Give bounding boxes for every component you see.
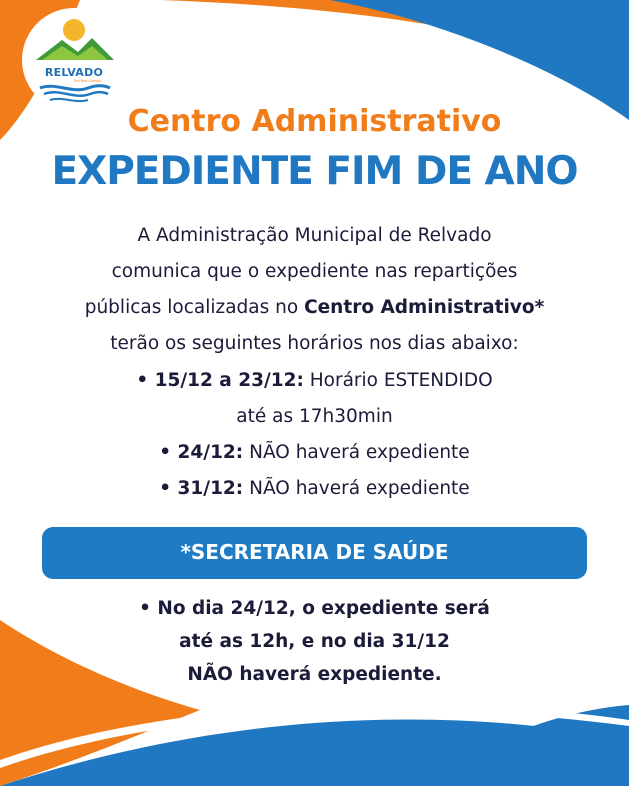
saude-note	[20, 592, 609, 691]
schedule-item	[20, 471, 609, 507]
intro-paragraph	[20, 218, 609, 362]
banner-label: *SECRETARIA DE SAÚDE	[180, 540, 449, 564]
note-line: NÃO haverá expediente.	[187, 664, 442, 685]
page-title: Centro Administrativo	[127, 104, 502, 139]
schedule-text: NÃO haverá expediente	[243, 442, 470, 463]
top-right-blue-wave	[330, 0, 629, 120]
schedule-item	[20, 435, 609, 471]
schedule-date: • 24/12:	[159, 442, 244, 463]
relvado-logo	[22, 8, 126, 112]
schedule-item-continuation: até as 17h30min	[236, 406, 393, 427]
intro-line: terão os seguintes horários nos dias abaixo:	[110, 333, 519, 354]
logo-name: RELVADO	[44, 66, 104, 79]
schedule-text: NÃO haverá expediente	[243, 478, 470, 499]
note-line: • No dia 24/12, o expediente será	[139, 598, 490, 619]
relvado-logo-icon	[22, 8, 126, 112]
schedule-item	[20, 363, 609, 399]
note-line: até as 12h, e no dia 31/12	[179, 631, 450, 652]
intro-line: públicas localizadas no Centro Administrativo*	[84, 297, 545, 318]
intro-line: A Administração Municipal de Relvado	[137, 225, 492, 246]
page-subtitle: EXPEDIENTE FIM DE ANO	[51, 149, 578, 194]
centro-administrativo-emphasis: Centro Administrativo*	[304, 297, 545, 318]
logo-tagline: Em Boa Coesão	[74, 79, 102, 83]
schedule-list	[20, 363, 609, 507]
schedule-text: Horário ESTENDIDO	[303, 370, 493, 391]
intro-line: comunica que o expediente nas repartições	[111, 261, 518, 282]
secretaria-saude-banner	[42, 527, 587, 579]
schedule-date: • 31/12:	[159, 478, 244, 499]
schedule-date: • 15/12 a 23/12:	[136, 370, 304, 391]
